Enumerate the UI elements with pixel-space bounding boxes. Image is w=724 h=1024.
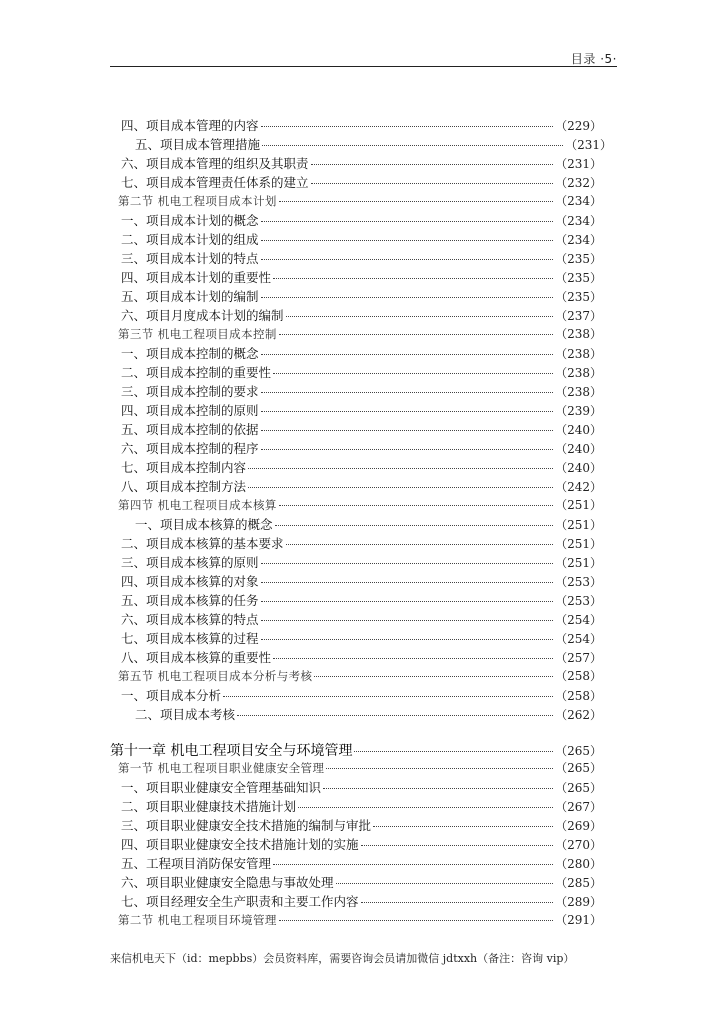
toc-title: 六、项目成本管理的组织及其职责 bbox=[121, 156, 309, 171]
toc-page-number: （265） bbox=[555, 744, 602, 758]
toc-leader-dots bbox=[361, 902, 554, 903]
toc-item bbox=[121, 648, 602, 668]
toc-page-number: （234） bbox=[555, 194, 602, 208]
toc-item bbox=[121, 816, 602, 836]
toc-title: 第二节 机电工程项目环境管理 bbox=[118, 913, 277, 927]
toc-page-number: （251） bbox=[555, 518, 602, 532]
toc-leader-dots bbox=[261, 297, 554, 298]
toc-title: 二、项目成本考核 bbox=[135, 707, 236, 722]
toc-title: 四、项目成本核算的对象 bbox=[121, 574, 259, 589]
toc-item bbox=[121, 835, 602, 855]
toc-title: 七、项目经理安全生产职责和主要工作内容 bbox=[121, 894, 359, 909]
toc-leader-dots bbox=[373, 826, 553, 827]
toc-page-number: （238） bbox=[555, 347, 602, 361]
toc-item bbox=[121, 363, 602, 383]
toc-page-number: （253） bbox=[555, 575, 602, 589]
toc-page-number: （239） bbox=[555, 404, 602, 418]
toc-title: 一、项目成本计划的概念 bbox=[121, 213, 259, 228]
toc-item bbox=[135, 515, 602, 535]
toc-item bbox=[121, 477, 602, 497]
toc-section bbox=[118, 325, 602, 345]
toc-title: 二、项目职业健康技术措施计划 bbox=[121, 799, 297, 814]
toc-item bbox=[121, 873, 602, 893]
toc-leader-dots bbox=[323, 788, 553, 789]
toc-title: 五、工程项目消防保安管理 bbox=[121, 856, 272, 871]
toc-page-number: （235） bbox=[555, 271, 602, 285]
toc-page-number: （257） bbox=[555, 651, 602, 665]
toc-leader-dots bbox=[223, 696, 553, 697]
toc-item bbox=[121, 287, 602, 307]
toc-leader-dots bbox=[248, 468, 553, 469]
toc-page-number: （265） bbox=[555, 781, 602, 795]
toc-title: 第四节 机电工程项目成本核算 bbox=[118, 498, 277, 512]
toc-page-number: （240） bbox=[555, 423, 602, 437]
toc-leader-dots bbox=[273, 658, 553, 659]
toc-page-number: （258） bbox=[555, 689, 602, 703]
toc-leader-dots bbox=[261, 221, 554, 222]
toc-title: 第十一章 机电工程项目安全与环境管理 bbox=[110, 743, 353, 759]
toc-item bbox=[121, 553, 602, 573]
toc-page-number: （251） bbox=[555, 556, 602, 570]
toc-leader-dots bbox=[314, 676, 553, 677]
toc-page-number: （240） bbox=[555, 461, 602, 475]
toc-title: 二、项目成本核算的基本要求 bbox=[121, 536, 284, 551]
toc-title: 四、项目成本控制的原则 bbox=[121, 403, 259, 418]
toc-leader-dots bbox=[286, 544, 554, 545]
toc-title: 第二节 机电工程项目成本计划 bbox=[118, 194, 277, 208]
toc-page-number: （254） bbox=[555, 632, 602, 646]
toc-item bbox=[121, 854, 602, 874]
toc-item bbox=[121, 382, 602, 402]
toc-item bbox=[121, 534, 602, 554]
toc-title: 第五节 机电工程项目成本分析与考核 bbox=[118, 669, 313, 683]
toc-item bbox=[121, 629, 602, 649]
toc-leader-dots bbox=[326, 768, 553, 769]
toc-leader-dots bbox=[286, 316, 554, 317]
toc-leader-dots bbox=[262, 145, 563, 146]
toc-section bbox=[118, 496, 602, 516]
toc-item bbox=[121, 458, 602, 478]
toc-section bbox=[118, 192, 602, 212]
toc-title: 三、项目成本计划的特点 bbox=[121, 251, 259, 266]
toc-page-number: （235） bbox=[555, 290, 602, 304]
toc-title: 四、项目成本计划的重要性 bbox=[121, 270, 272, 285]
toc-section bbox=[118, 759, 602, 779]
toc-item bbox=[121, 892, 602, 912]
toc-item bbox=[121, 306, 602, 326]
toc-title: 第三节 机电工程项目成本控制 bbox=[118, 327, 277, 341]
toc-page-number: （238） bbox=[555, 385, 602, 399]
toc-page-number: （254） bbox=[555, 613, 602, 627]
toc-leader-dots bbox=[261, 449, 554, 450]
toc-page-number: （238） bbox=[555, 366, 602, 380]
toc-leader-dots bbox=[261, 563, 554, 564]
toc-page-number: （265） bbox=[555, 761, 602, 775]
toc-leader-dots bbox=[261, 639, 554, 640]
toc-leader-dots bbox=[261, 430, 554, 431]
toc-item bbox=[121, 230, 602, 250]
toc-title: 七、项目成本核算的过程 bbox=[121, 631, 259, 646]
toc-item bbox=[121, 778, 602, 798]
toc-title: 六、项目职业健康安全隐患与事故处理 bbox=[121, 875, 334, 890]
toc-item bbox=[121, 610, 602, 630]
toc-item bbox=[121, 116, 602, 136]
toc-page-number: （231） bbox=[565, 138, 612, 152]
toc-title: 八、项目成本核算的重要性 bbox=[121, 650, 272, 665]
toc-title: 二、项目成本计划的组成 bbox=[121, 232, 259, 247]
footer-note: 来信机电天下（id：mepbbs）会员资料库，需要咨询会员请加微信 jdtxxh（备注：咨询 vip） bbox=[110, 952, 575, 965]
toc-page-number: （262） bbox=[555, 708, 602, 722]
toc-leader-dots bbox=[279, 201, 553, 202]
toc-leader-dots bbox=[261, 411, 554, 412]
toc-leader-dots bbox=[261, 259, 554, 260]
toc-leader-dots bbox=[248, 487, 553, 488]
toc-item bbox=[121, 572, 602, 592]
toc-page-number: （237） bbox=[555, 309, 602, 323]
toc-page-number: （258） bbox=[555, 669, 602, 683]
toc-title: 一、项目职业健康安全管理基础知识 bbox=[121, 780, 322, 795]
toc-page-number: （234） bbox=[555, 214, 602, 228]
toc-page-number: （267） bbox=[555, 800, 602, 814]
toc-page-number: （270） bbox=[555, 838, 602, 852]
toc-leader-dots bbox=[261, 620, 554, 621]
toc-title: 二、项目成本控制的重要性 bbox=[121, 365, 272, 380]
toc-title: 七、项目成本控制内容 bbox=[121, 460, 247, 475]
toc-item bbox=[121, 344, 602, 364]
toc-page-number: （291） bbox=[555, 913, 602, 927]
toc-page-number: （251） bbox=[555, 498, 602, 512]
toc-leader-dots bbox=[279, 505, 553, 506]
toc-title: 四、项目职业健康安全技术措施计划的实施 bbox=[121, 837, 359, 852]
toc-leader-dots bbox=[261, 354, 554, 355]
toc-item bbox=[121, 173, 602, 193]
toc-item bbox=[121, 154, 602, 174]
toc-item bbox=[121, 268, 602, 288]
toc-leader-dots bbox=[298, 807, 553, 808]
toc-leader-dots bbox=[311, 183, 554, 184]
toc-leader-dots bbox=[261, 601, 554, 602]
toc-leader-dots bbox=[273, 864, 553, 865]
toc-title: 六、项目月度成本计划的编制 bbox=[121, 308, 284, 323]
toc-title: 六、项目成本控制的程序 bbox=[121, 441, 259, 456]
toc-item bbox=[121, 439, 602, 459]
toc-item bbox=[121, 420, 602, 440]
running-header: 目录 ·5· bbox=[570, 52, 617, 66]
toc-title: 五、项目成本管理措施 bbox=[135, 137, 261, 152]
toc-item bbox=[121, 249, 602, 269]
toc-title: 五、项目成本核算的任务 bbox=[121, 593, 259, 608]
toc-title: 五、项目成本计划的编制 bbox=[121, 289, 259, 304]
toc-title: 七、项目成本管理责任体系的建立 bbox=[121, 175, 309, 190]
toc-page-number: （269） bbox=[555, 819, 602, 833]
toc-leader-dots bbox=[311, 164, 554, 165]
toc-leader-dots bbox=[279, 920, 553, 921]
toc-page-number: （234） bbox=[555, 233, 602, 247]
toc-item bbox=[121, 797, 602, 817]
toc-item bbox=[135, 135, 612, 155]
toc-leader-dots bbox=[273, 373, 553, 374]
toc-title: 五、项目成本控制的依据 bbox=[121, 422, 259, 437]
toc-leader-dots bbox=[261, 582, 554, 583]
toc-title: 六、项目成本核算的特点 bbox=[121, 612, 259, 627]
toc-page-number: （251） bbox=[555, 537, 602, 551]
toc-page-number: （232） bbox=[555, 176, 602, 190]
toc-title: 一、项目成本控制的概念 bbox=[121, 346, 259, 361]
toc-chapter bbox=[110, 740, 602, 760]
toc-page-number: （280） bbox=[555, 857, 602, 871]
toc-item bbox=[121, 686, 602, 706]
toc-page-number: （253） bbox=[555, 594, 602, 608]
toc-leader-dots bbox=[275, 525, 554, 526]
toc-leader-dots bbox=[237, 715, 553, 716]
toc-section bbox=[118, 667, 602, 687]
toc-leader-dots bbox=[279, 334, 553, 335]
toc-title: 三、项目职业健康安全技术措施的编制与审批 bbox=[121, 818, 372, 833]
toc-leader-dots bbox=[354, 751, 553, 752]
toc-leader-dots bbox=[261, 392, 554, 393]
toc-page-number: （231） bbox=[555, 157, 602, 171]
toc-title: 四、项目成本管理的内容 bbox=[121, 118, 259, 133]
toc-leader-dots bbox=[361, 845, 554, 846]
toc-page-number: （238） bbox=[555, 327, 602, 341]
toc-item bbox=[121, 401, 602, 421]
toc-page-number: （229） bbox=[555, 119, 602, 133]
toc-page-number: （242） bbox=[555, 480, 602, 494]
toc-leader-dots bbox=[261, 126, 554, 127]
toc-item bbox=[121, 591, 602, 611]
toc-item bbox=[135, 705, 602, 725]
toc-title: 一、项目成本核算的概念 bbox=[135, 517, 273, 532]
toc-title: 八、项目成本控制方法 bbox=[121, 479, 247, 494]
toc-title: 三、项目成本核算的原则 bbox=[121, 555, 259, 570]
toc-page-number: （289） bbox=[555, 895, 602, 909]
toc-title: 第一节 机电工程项目职业健康安全管理 bbox=[118, 761, 325, 775]
toc-page-number: （235） bbox=[555, 252, 602, 266]
toc-leader-dots bbox=[261, 240, 554, 241]
toc-title: 一、项目成本分析 bbox=[121, 688, 222, 703]
toc-item bbox=[121, 211, 602, 231]
toc-leader-dots bbox=[336, 883, 554, 884]
toc-title: 三、项目成本控制的要求 bbox=[121, 384, 259, 399]
toc-page-number: （285） bbox=[555, 876, 602, 890]
toc-leader-dots bbox=[273, 278, 553, 279]
header-rule bbox=[110, 66, 617, 67]
toc-page-number: （240） bbox=[555, 442, 602, 456]
toc-section bbox=[118, 911, 602, 931]
page-header bbox=[110, 48, 617, 68]
